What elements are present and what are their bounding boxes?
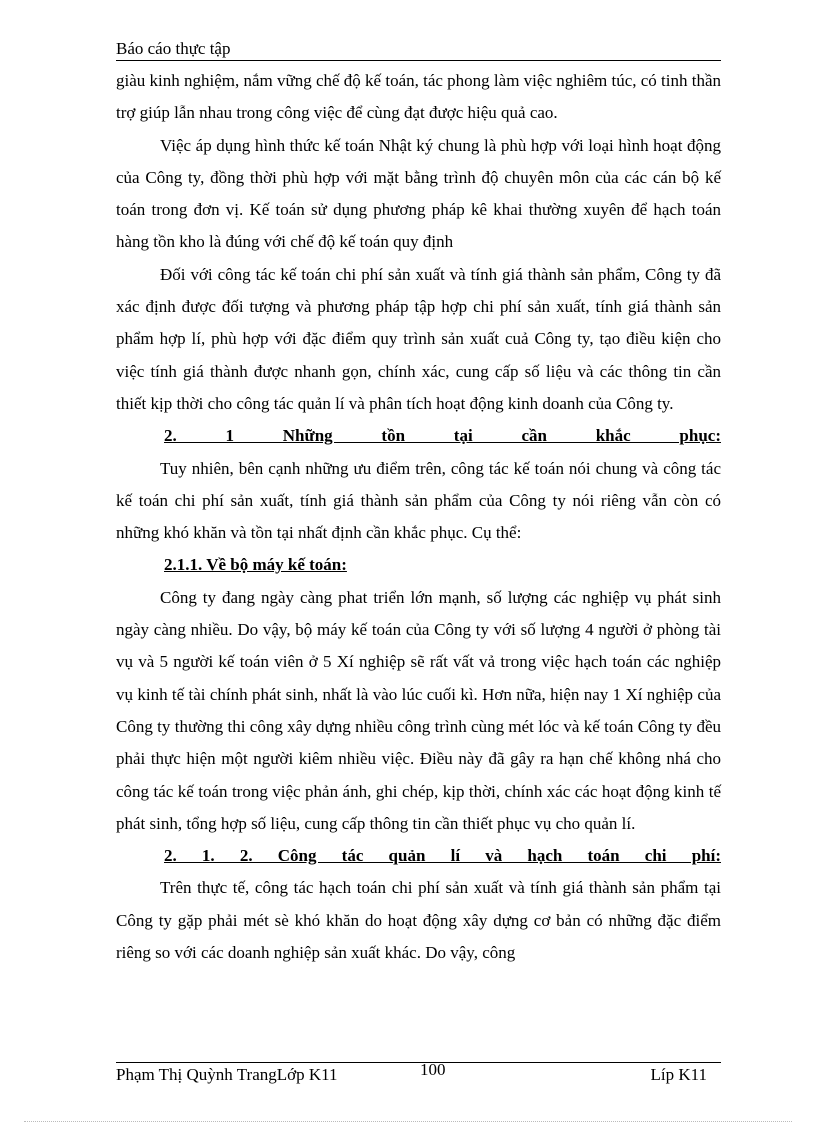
header-title: Báo cáo thực tập [116,39,231,58]
subsection-heading: 2. 1. 2. Công tác quản lí và hạch toán chi phí: [164,846,721,866]
document-body [116,65,721,969]
page-header [116,38,721,61]
page-edge-divider [24,1121,792,1122]
footer-class: Líp K11 [650,1065,707,1084]
paragraph: Công ty đang ngày càng phat triển lớn mạnh, số lượng các nghiệp vụ phát sinh ngày càng nhiều. Do vậy, bộ máy kế toán của Công ty với số lượng 4 người ở phòng tài vụ và 5 người kế toán viên ở 5 Xí nghiệp sẽ rất vất vả trong việc hạch toán các nghiệp vụ kinh tế tài chính phát sinh, nhất là vào lúc cuối kì. Hơn nữa, hiện nay 1 Xí nghiệp của Công ty thường thi công xây dựng nhiều công trình cùng mét lóc và kế toán Công ty đều phải thực hiện một người kiêm nhiều việc. Điều này đã gây ra hạn chế không nhá cho công tác kế toán trong việc phản ánh, ghi chép, kịp thời, chính xác các hoạt động kinh tế phát sinh, tổng hợp số liệu, cung cấp thông tin cần thiết phục vụ cho quản lí. [116,587,721,833]
paragraph: giàu kinh nghiệm, nắm vững chế độ kế toán, tác phong làm việc nghiêm túc, có tinh thần trợ giúp lẫn nhau trong công việc để cùng đạt được hiệu quả cao. [116,71,722,123]
page-number: 100 [420,1060,446,1079]
footer-author: Phạm Thị Quỳnh TrangLớp K11 [116,1065,338,1084]
paragraph: Đối với công tác kế toán chi phí sản xuất và tính giá thành sản phẩm, Công ty đã xác định được đối tượng và phương pháp tập hợp chi phí sản xuất, tính giá thành sản phẩm hợp lí, phù hợp với đặc điểm quy trình sản xuất cuả Công ty, tạo điều kiện cho việc tính giá thành được nhanh gọn, chính xác, cung cấp số liệu và các thông tin cần thiết kịp thời cho công tác quản lí và phân tích hoạt động kinh doanh của Công ty. [116,264,721,413]
section-heading: 2. 1 Những tồn tại cần khắc phục: [164,426,721,446]
paragraph: Tuy nhiên, bên cạnh những ưu điểm trên, công tác kế toán nói chung và công tác kế toán chi phí sản xuất, tính giá thành sản phẩm của Công ty nói riêng vẫn còn có những khó khăn và tồn tại nhất định cần khắc phục. Cụ thể: [116,458,721,543]
subsection-heading: 2.1.1. Về bộ máy kế toán: [164,555,347,575]
paragraph: Trên thực tế, công tác hạch toán chi phí sản xuất và tính giá thành sản phẩm tại Công ty gặp phải mét sè khó khăn do hoạt động xây dựng cơ bản có những đặc điểm riêng so với các doanh nghiệp sản xuất khác. Do vậy, công [116,878,721,963]
page-footer [116,1062,721,1089]
paragraph: Việc áp dụng hình thức kế toán Nhật ký chung là phù hợp với loại hình hoạt động của Công ty, đồng thời phù hợp với mặt bằng trình độ chuyên môn của các cán bộ kế toán trong đơn vị. Kế toán sử dụng phương pháp kê khai thường xuyên để hạch toán hàng tồn kho là đúng với chế độ kế toán quy định [116,135,721,252]
